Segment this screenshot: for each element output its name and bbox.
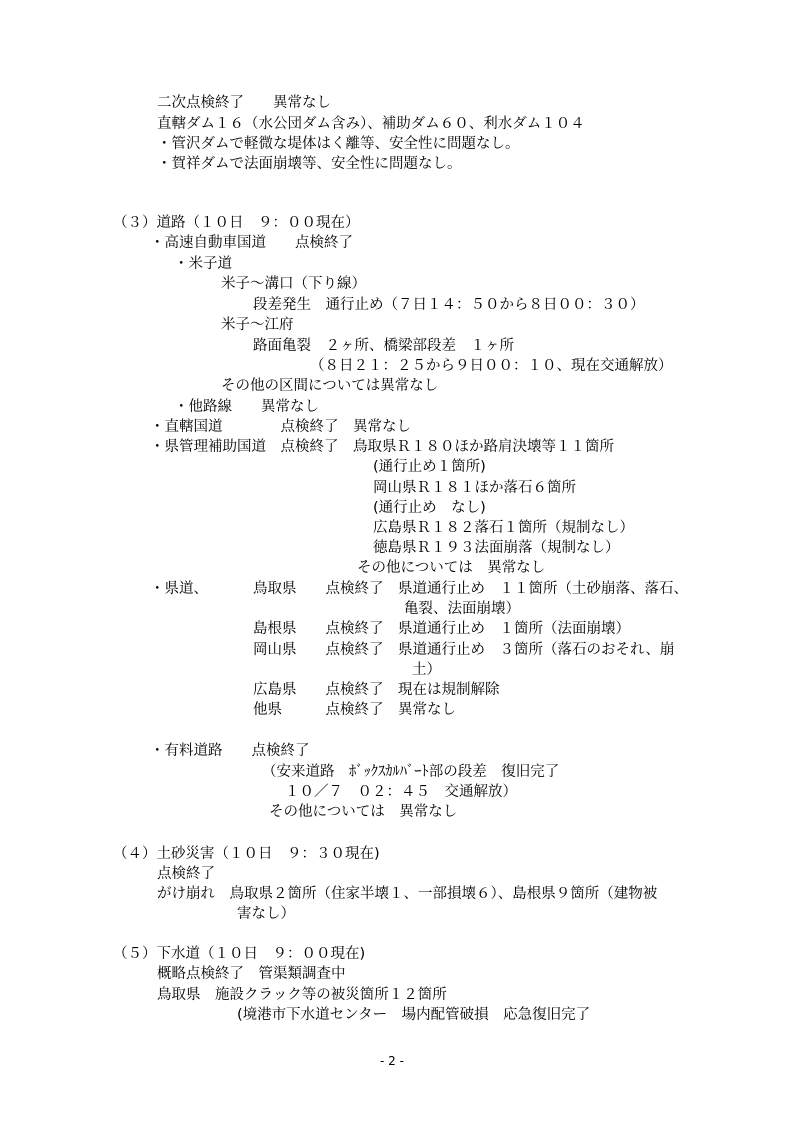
text-line: １０／７ ０２：４５ 交通解放） bbox=[285, 784, 517, 800]
text-line: （８日２１：２５から９日００：１０、現在交通解放） bbox=[310, 358, 673, 374]
text-line: 点検終了 bbox=[157, 866, 215, 882]
text-line: 土） bbox=[412, 662, 441, 678]
text-line: 米子～溝口（下り線） bbox=[221, 276, 366, 292]
text-line: 害なし） bbox=[237, 906, 295, 922]
text-line: ・有料道路 点検終了 bbox=[150, 743, 310, 759]
text-line: ・賀祥ダムで法面崩壊等、安全性に問題なし。 bbox=[157, 156, 462, 172]
text-line: 概略点検終了 管渠類調査中 bbox=[157, 966, 346, 982]
text-line: 広島県Ｒ１８２落石１箇所（規制なし） bbox=[373, 520, 634, 536]
text-line: (通行止め１箇所) bbox=[373, 459, 486, 475]
text-line: ・米子道 bbox=[174, 256, 232, 272]
text-line: 鳥取県 点検終了 県道通行止め １１箇所（土砂崩落、落石、 bbox=[253, 581, 688, 597]
page-number: - 2 - bbox=[380, 1054, 404, 1068]
text-line: 島根県 点検終了 県道通行止め １箇所（法面崩壊） bbox=[253, 621, 630, 637]
text-line: （安来道路 ﾎﾞｯｸｽｶﾙﾊﾞｰﾄ部の段差 復旧完了 bbox=[262, 764, 560, 780]
section-heading-roads: （３）道路（１０日 ９：００現在） bbox=[113, 215, 360, 231]
section-heading-sediment: （４）土砂災害（１０日 ９：３０現在) bbox=[113, 846, 380, 862]
section-heading-sewer: （５）下水道（１０日 ９：００現在) bbox=[113, 946, 366, 962]
text-line: 他県 点検終了 異常なし bbox=[253, 702, 456, 718]
text-line: その他の区間については異常なし bbox=[221, 378, 439, 394]
text-line: 二次点検終了 異常なし bbox=[157, 95, 331, 111]
text-line: その他については 異常なし bbox=[357, 560, 546, 576]
text-line: 岡山県Ｒ１８１ほか落石６箇所 bbox=[373, 480, 576, 496]
text-line: その他については 異常なし bbox=[269, 804, 458, 820]
text-line: 直轄ダム１６（水公団ダム含み）、補助ダム６０、利水ダム１０４ bbox=[157, 116, 585, 132]
text-line: ・他路線 異常なし bbox=[174, 399, 319, 415]
text-line: ・県道、 bbox=[150, 581, 208, 597]
text-line: (通行止め なし) bbox=[373, 500, 486, 516]
text-line: ・管沢ダムで軽微な堤体はく離等、安全性に問題なし。 bbox=[157, 136, 520, 152]
text-line: 広島県 点検終了 現在は規制解除 bbox=[253, 682, 500, 698]
text-line: がけ崩れ 鳥取県２箇所（住家半壊１、一部損壊６）、島根県９箇所（建物被 bbox=[157, 886, 658, 902]
text-line: 鳥取県 施設クラック等の被災箇所１２箇所 bbox=[157, 987, 447, 1003]
text-line: ・高速自動車国道 点検終了 bbox=[150, 235, 353, 251]
text-line: 米子～江府 bbox=[221, 317, 294, 333]
text-line: 路面亀裂 ２ヶ所、橋梁部段差 １ヶ所 bbox=[253, 338, 514, 354]
text-line: (境港市下水道センター 場内配管破損 応急復旧完了 bbox=[237, 1007, 591, 1023]
text-line: ・県管理補助国道 点検終了 鳥取県Ｒ１８０ほか路肩決壊等１１箇所 bbox=[150, 439, 614, 455]
text-line: ・直轄国道 点検終了 異常なし bbox=[150, 419, 411, 435]
text-line: 徳島県Ｒ１９３法面崩落（規制なし） bbox=[373, 540, 620, 556]
text-line: 段差発生 通行止め（７日１４：５０から８日００：３０） bbox=[253, 297, 645, 313]
text-line: 岡山県 点検終了 県道通行止め ３箇所（落石のおそれ、崩 bbox=[253, 642, 675, 658]
text-line: 亀裂、法面崩壊） bbox=[404, 601, 520, 617]
